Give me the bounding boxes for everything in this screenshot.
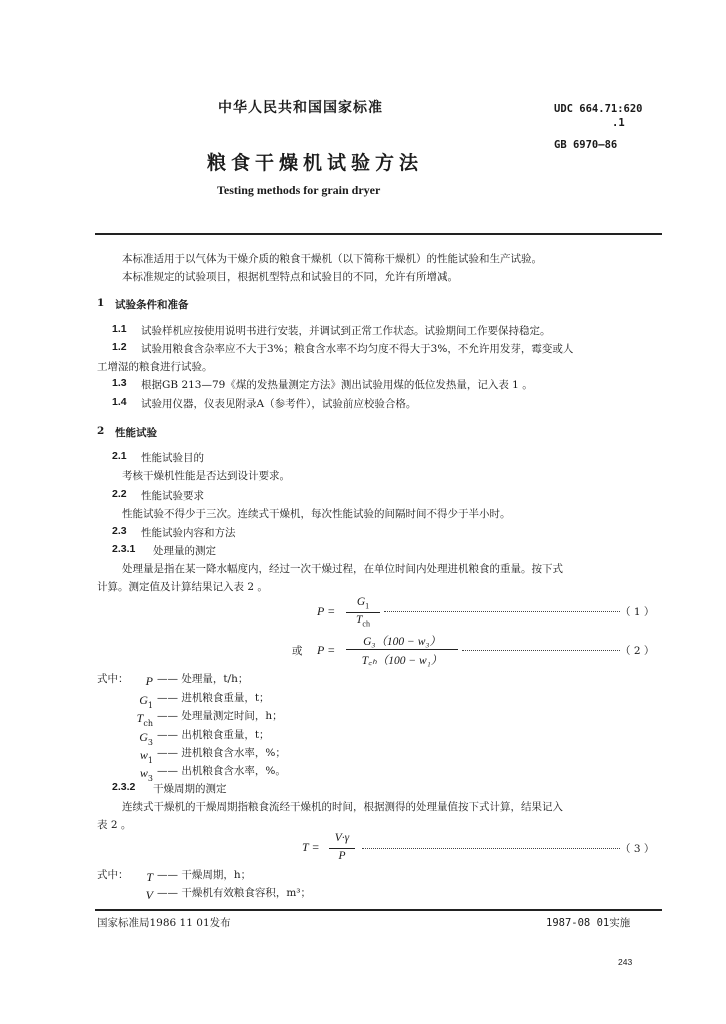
eq2-or: 或: [292, 645, 303, 657]
where-symbol: $w_1$: [139, 748, 153, 766]
where-lead-1: 式中：: [97, 673, 129, 685]
issue-date: 国家标准局1986 11 01发布: [97, 917, 231, 929]
where-symbol: $T_{ch}$: [136, 711, 153, 729]
where-symbol: $G_3$: [139, 730, 153, 748]
clause-2-2-title: 性能试验要求: [141, 490, 204, 502]
footer-rule: [95, 909, 662, 911]
clause-2-3-title: 性能试验内容和方法: [141, 527, 236, 539]
intro-paragraph-1: 本标准适用于以气体为干燥介质的粮食干燥机（以下简称干燥机）的性能试验和生产试验。: [122, 253, 542, 265]
where-description: —— 出机粮食重量，t；: [157, 729, 270, 741]
eq1-denominator: $T_{ch}$: [356, 614, 370, 629]
where-symbol: $w_3$: [139, 766, 153, 784]
clause-1-4-text: 试验用仪器，仪表见附录A（参考件），试验前应校验合格。: [141, 398, 417, 410]
clause-2-3-2-text: 连续式干燥机的干燥周期指粮食流经干燥机的时间，根据测得的处理量值按下式计算，结果记入: [122, 801, 563, 813]
eq1-number: （ 1 ）: [620, 606, 655, 618]
eq3-numerator: V·γ: [334, 832, 350, 844]
clause-2-3-1-text-cont: 计算。测定值及计算结果记入表 2 。: [97, 581, 268, 593]
eq1-fraction-bar: [346, 612, 380, 613]
eq3-leader-dots: [362, 848, 620, 849]
clause-2-1-title: 性能试验目的: [141, 452, 204, 464]
clause-1-1-text: 试验样机应按使用说明书进行安装，并调试到正常工作状态。试验期间工作要保持稳定。: [141, 325, 551, 337]
standard-name: 中华人民共和国国家标准: [218, 100, 383, 116]
section-2-number: 2: [97, 425, 105, 437]
eq2-leader-dots: [462, 650, 620, 651]
where-description: —— 处理量，t/h；: [157, 673, 249, 685]
udc-subcode: .1: [612, 117, 625, 129]
where-symbol: V: [145, 888, 153, 902]
section-2-title: 性能试验: [115, 427, 157, 439]
gb-code: GB 6970—86: [554, 139, 618, 151]
clause-2-3-2-title: 干燥周期的测定: [153, 783, 227, 795]
clause-1-3-text: 根据GB 213—79《煤的发热量测定方法》测出试验用煤的低位发热量，记入表 1 。: [141, 379, 533, 391]
clause-2-1-text: 考核干燥机性能是否达到设计要求。: [122, 470, 290, 482]
where-lead-2: 式中：: [97, 869, 129, 881]
where-description: —— 干燥机有效粮食容积，m³；: [157, 887, 312, 899]
clause-1-2-text: 试验用粮食含杂率应不大于3%；粮食含水率不均匀度不得大于3%，不允许用发芽，霉变或人: [141, 343, 574, 355]
where-symbol: $G_1$: [139, 693, 153, 711]
eq3-number: （ 3 ）: [620, 843, 655, 855]
eq2-lhs: P =: [317, 643, 336, 657]
clause-2-3-1-number: 2.3.1: [112, 543, 136, 555]
clause-2-3-2-number: 2.3.2: [112, 781, 136, 793]
clause-2-3-1-text: 处理量是指在某一降水幅度内，经过一次干燥过程，在单位时间内处理进机粮食的重量。按下式: [122, 563, 563, 575]
eq1-leader-dots: [384, 611, 620, 612]
clause-2-3-2-text-cont: 表 2 。: [97, 819, 132, 831]
where-description: —— 处理量测定时间，h；: [157, 710, 283, 722]
eq3-lhs: T =: [302, 840, 320, 854]
clause-1-4-number: 1.4: [112, 396, 127, 408]
header-rule: [95, 233, 662, 235]
clause-2-2-number: 2.2: [112, 488, 127, 500]
clause-1-2-text-cont: 工增湿的粮食进行试验。: [97, 361, 213, 373]
where-description: —— 干燥周期，h；: [157, 869, 252, 881]
clause-2-2-text: 性能试验不得少于三次。连续式干燥机，每次性能试验的间隔时间不得少于半小时。: [122, 508, 511, 520]
clause-2-3-1-title: 处理量的测定: [153, 545, 216, 557]
effective-date: 1987-08 01实施: [546, 917, 631, 929]
english-title: Testing methods for grain dryer: [217, 183, 381, 197]
eq1-numerator: $G_1$: [356, 596, 370, 611]
where-description: —— 进机粮食重量，t；: [157, 692, 270, 704]
eq2-fraction-bar: [346, 649, 458, 650]
eq2-numerator: G₃（100 − w₃）: [363, 636, 441, 648]
clause-1-1-number: 1.1: [112, 323, 127, 335]
where-symbol: T: [146, 870, 153, 884]
where-description: —— 出机粮食含水率，%。: [157, 765, 286, 777]
eq3-denominator: P: [338, 850, 346, 862]
udc-code: UDC 664.71:620: [554, 103, 643, 115]
eq1-lhs: P =: [317, 604, 336, 618]
clause-1-3-number: 1.3: [112, 377, 127, 389]
page-number: 243: [618, 957, 633, 967]
document-title: 粮食干燥机试验方法: [207, 152, 424, 174]
eq2-denominator: T꜀ₕ（100 − w₁）: [361, 655, 443, 667]
section-1-title: 试验条件和准备: [115, 299, 189, 311]
clause-1-2-number: 1.2: [112, 341, 127, 353]
clause-2-1-number: 2.1: [112, 450, 127, 462]
intro-paragraph-2: 本标准规定的试验项目，根据机型特点和试验目的不同，允许有所增减。: [122, 271, 458, 283]
section-1-number: 1: [97, 297, 105, 309]
where-symbol: P: [145, 674, 153, 688]
clause-2-3-number: 2.3: [112, 525, 127, 537]
eq2-number: （ 2 ）: [620, 645, 655, 657]
eq3-fraction-bar: [329, 848, 355, 849]
where-description: —— 进机粮食含水率，%；: [157, 747, 286, 759]
